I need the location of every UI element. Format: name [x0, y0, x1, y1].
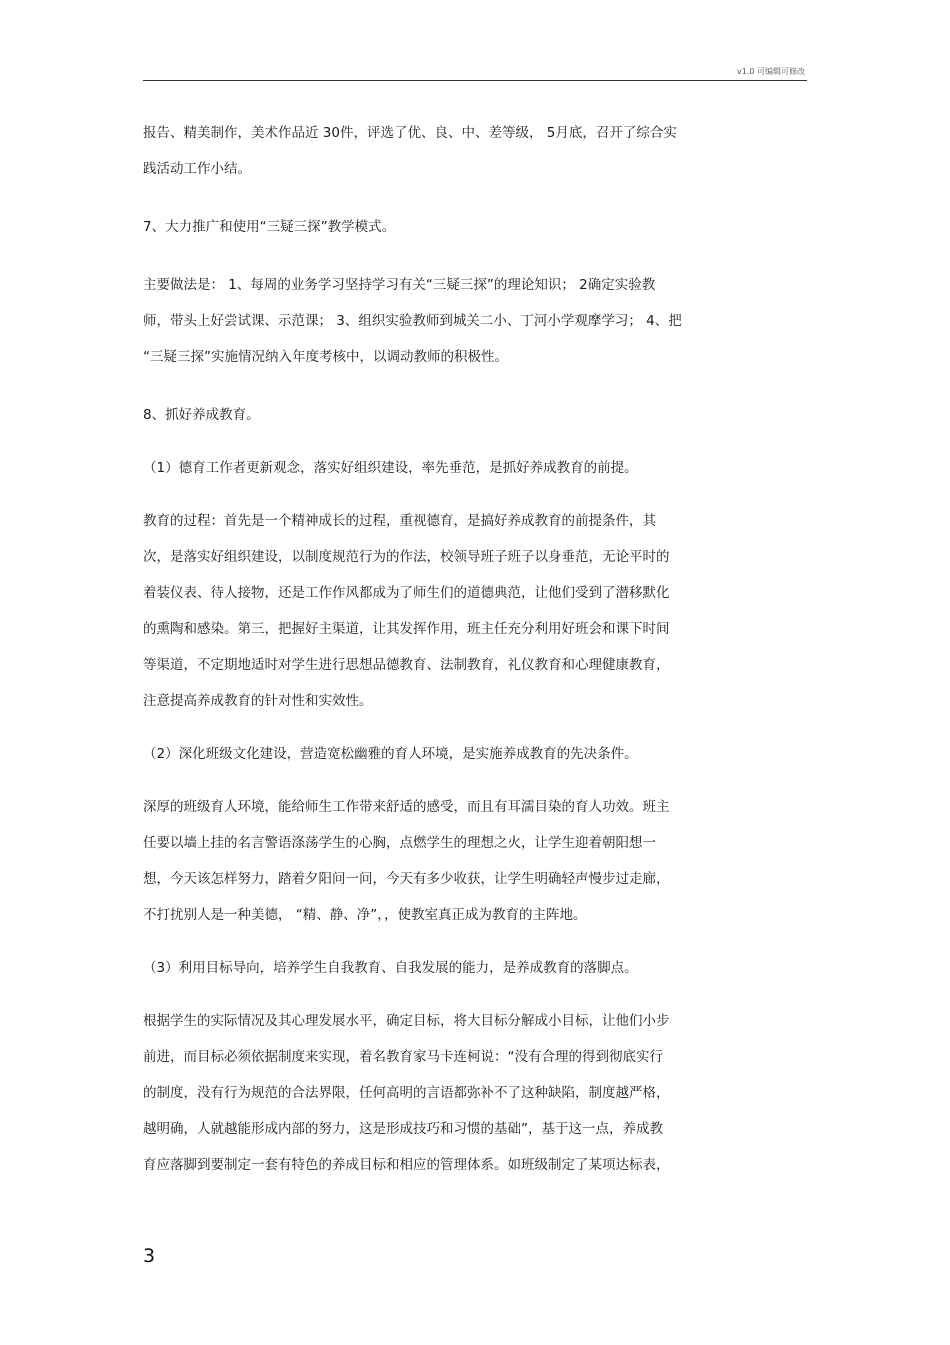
text-line: 报告、精美制作，美术作品近 30件，评选了优、良、中、差等级， 5月底，召开了综合实 [143, 125, 677, 141]
text-line: （3）利用目标导向，培养学生自我教育、自我发展的能力，是养成教育的落脚点。 [143, 960, 638, 976]
text-line: “三疑三探”实施情况纳入年度考核中，以调动教师的积极性。 [143, 349, 508, 365]
text-line: 越明确，人就越能形成内部的努力，这是形成技巧和习惯的基础”，基于这一点，养成教 [143, 1121, 663, 1137]
text-line: 注意提高养成教育的针对性和实效性。 [143, 693, 373, 709]
paragraph [143, 267, 807, 375]
text-line: 根据学生的实际情况及其心理发展水平，确定目标，将大目标分解成小目标，让他们小步 [143, 1013, 670, 1029]
text-line: 次，是落实好组织建设，以制度规范行为的作法，校领导班子班子以身垂范，无论平时的 [143, 549, 670, 565]
text-line: 师，带头上好尝试课、示范课； 3、组织实验教师到城关二小、丁河小学观摩学习； 4、把 [143, 313, 682, 329]
text-line: 践活动工作小结。 [143, 161, 251, 177]
text-line: 教育的过程：首先是一个精神成长的过程，重视德育，是搞好养成教育的前提条件，其 [143, 513, 656, 529]
text-line: 8、抓好养成教育。 [143, 407, 260, 423]
page-number: 3 [143, 1245, 156, 1267]
text-line: 的制度，没有行为规范的合法界限，任何高明的言语都弥补不了这种缺陷，制度越严格， [143, 1085, 670, 1101]
section-heading [143, 209, 807, 245]
text-line: 前进，而目标必须依据制度来实现，着名教育家马卡连柯说：“没有合理的得到彻底实行 [143, 1049, 663, 1065]
paragraph [143, 115, 807, 187]
paragraph [143, 789, 807, 933]
version-tag: v1.0 可编辑可修改 [737, 67, 805, 76]
text-line: 着装仪表、待人接物，还是工作作风都成为了师生们的道德典范，让他们受到了潜移默化 [143, 585, 670, 601]
subsection-heading [143, 450, 807, 486]
text-line: 主要做法是： 1、每周的业务学习坚持学习有关“三疑三探”的理论知识； 2确定实验教 [143, 277, 656, 293]
text-line: （1）德育工作者更新观念，落实好组织建设，率先垂范，是抓好养成教育的前提。 [143, 460, 638, 476]
text-line: 任要以墙上挂的名言警语涤荡学生的心胸，点燃学生的理想之火，让学生迎着朝阳想一 [143, 835, 656, 851]
text-line: （2）深化班级文化建设，营造宽松幽雅的育人环境，是实施养成教育的先决条件。 [143, 746, 638, 762]
text-line: 等渠道，不定期地适时对学生进行思想品德教育、法制教育，礼仪教育和心理健康教育， [143, 657, 670, 673]
text-line: 想，今天该怎样努力，踏着夕阳问一问，今天有多少收获，让学生明确轻声慢步过走廊， [143, 871, 670, 887]
text-line: 7、大力推广和使用“三疑三探”教学模式。 [143, 219, 396, 235]
paragraph [143, 503, 807, 719]
text-line: 育应落脚到要制定一套有特色的养成目标和相应的管理体系。如班级制定了某项达标表， [143, 1157, 670, 1173]
text-line: 不打扰别人是一种美德， “精、静、净”，，使教室真正成为教育的主阵地。 [143, 907, 587, 923]
text-line: 的熏陶和感染。第三，把握好主渠道，让其发挥作用，班主任充分利用好班会和课下时间 [143, 621, 670, 637]
text-line: 深厚的班级育人环境，能给师生工作带来舒适的感受，而且有耳濡目染的育人功效。班主 [143, 799, 670, 815]
subsection-heading [143, 950, 807, 986]
section-heading [143, 397, 807, 433]
paragraph [143, 1003, 807, 1183]
subsection-heading [143, 736, 807, 772]
header-rule [143, 80, 807, 81]
document-body [143, 115, 807, 1183]
